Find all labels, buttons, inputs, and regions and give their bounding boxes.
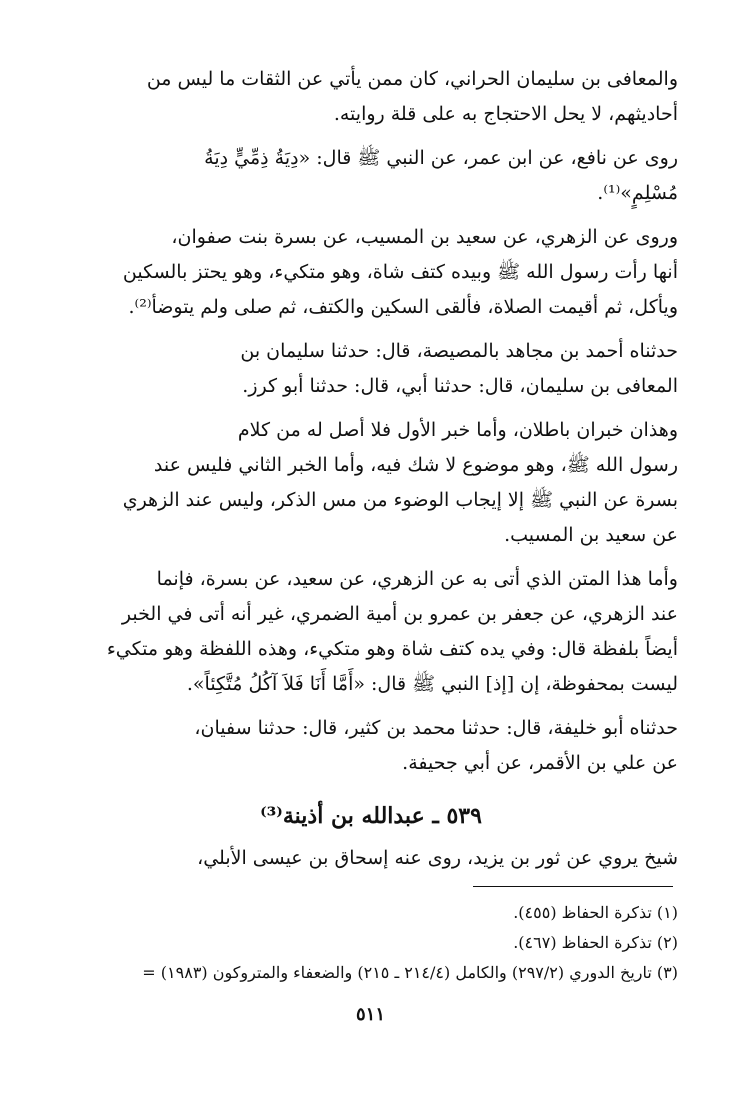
footnotes: [64, 898, 678, 988]
paragraph-after-heading: [64, 841, 678, 876]
text-line: عند الزهري، عن جعفر بن عمرو بن أمية الضمري، غير أنه أتى في الخبر: [121, 603, 678, 625]
page-body: [64, 62, 678, 885]
footnote-item: (١) تذكرة الحفاظ (٤٥٥).: [513, 903, 678, 922]
text-line: المعافى بن سليمان، قال: حدثنا أبي، قال: حدثنا أبو كرز.: [242, 375, 678, 397]
text-line: أنها رأت رسول الله ﷺ وبيده كتف شاة، وهو متكيء، وهو يحتز بالسكين: [122, 261, 678, 283]
text-line: والمعافى بن سليمان الحراني، كان ممن يأتي عن الثقات ما ليس من: [146, 68, 678, 90]
paragraph-1: [64, 62, 678, 132]
paragraph-3: [64, 220, 678, 325]
text-line: وأما هذا المتن الذي أتى به عن الزهري، عن سعيد، عن بسرة، فإنما: [156, 568, 678, 590]
text-line: أيضاً بلفظة قال: وفي يده كتف شاة وهو متكيء، وهذه اللفظة وهو متكيء: [106, 638, 678, 660]
text-line: مُسْلِمٍ»⁽¹⁾.: [597, 182, 678, 204]
footnote-item: (٣) تاريخ الدوري (٢٩٧/٢) والكامل (٢١٤/٤ ـ ٢١٥) والضعفاء والمتروكون (١٩٨٣) =: [142, 963, 678, 982]
text-line: أحاديثهم، لا يحل الاحتجاج به على قلة روايته.: [333, 103, 678, 125]
footnote-item: (٢) تذكرة الحفاظ (٤٦٧).: [513, 933, 678, 952]
text-line: وهذان خبران باطلان، وأما خبر الأول فلا أصل له من كلام: [237, 419, 678, 441]
text-line: روى عن نافع، عن ابن عمر، عن النبي ﷺ قال: «دِيَةُ ذِمِّيٍّ دِيَةُ: [204, 147, 678, 169]
text-line: عن سعيد بن المسيب.: [504, 524, 678, 546]
section-heading: ٥٣٩ ـ عبدالله بن أذينة⁽³⁾: [260, 803, 482, 829]
text-line: رسول الله ﷺ، وهو موضوع لا شك فيه، وأما الخبر الثاني فليس عند: [153, 454, 678, 476]
text-line: ليست بمحفوظة، إن [إذ] النبي ﷺ قال: «أَمَّا أَنَا فَلاَ آكُلُ مُتَّكِئاً».: [186, 673, 678, 695]
page-number: ٥١١: [355, 1004, 385, 1025]
text-line: حدثناه أبو خليفة، قال: حدثنا محمد بن كثير، قال: حدثنا سفيان،: [194, 717, 678, 739]
paragraph-6: [64, 562, 678, 702]
text-line: وروى عن الزهري، عن سعيد بن المسيب، عن بسرة بنت صفوان،: [171, 226, 678, 248]
text-line: عن علي بن الأقمر، عن أبي جحيفة.: [402, 752, 678, 774]
paragraph-7: [64, 711, 678, 781]
text-line: شيخ يروي عن ثور بن يزيد، روى عنه إسحاق بن عيسى الأبلي،: [197, 847, 678, 869]
text-line: ويأكل، ثم أقيمت الصلاة، فألقى السكين والكتف، ثم صلى ولم يتوضأ⁽²⁾.: [128, 296, 678, 318]
footnote-divider: [473, 886, 673, 887]
paragraph-2: [64, 141, 678, 211]
paragraph-5: [64, 413, 678, 553]
text-line: بسرة عن النبي ﷺ إلا إيجاب الوضوء من مس الذكر، وليس عند الزهري: [122, 489, 678, 511]
paragraph-4: [64, 334, 678, 404]
text-line: حدثناه أحمد بن مجاهد بالمصيصة، قال: حدثنا سليمان بن: [240, 340, 678, 362]
